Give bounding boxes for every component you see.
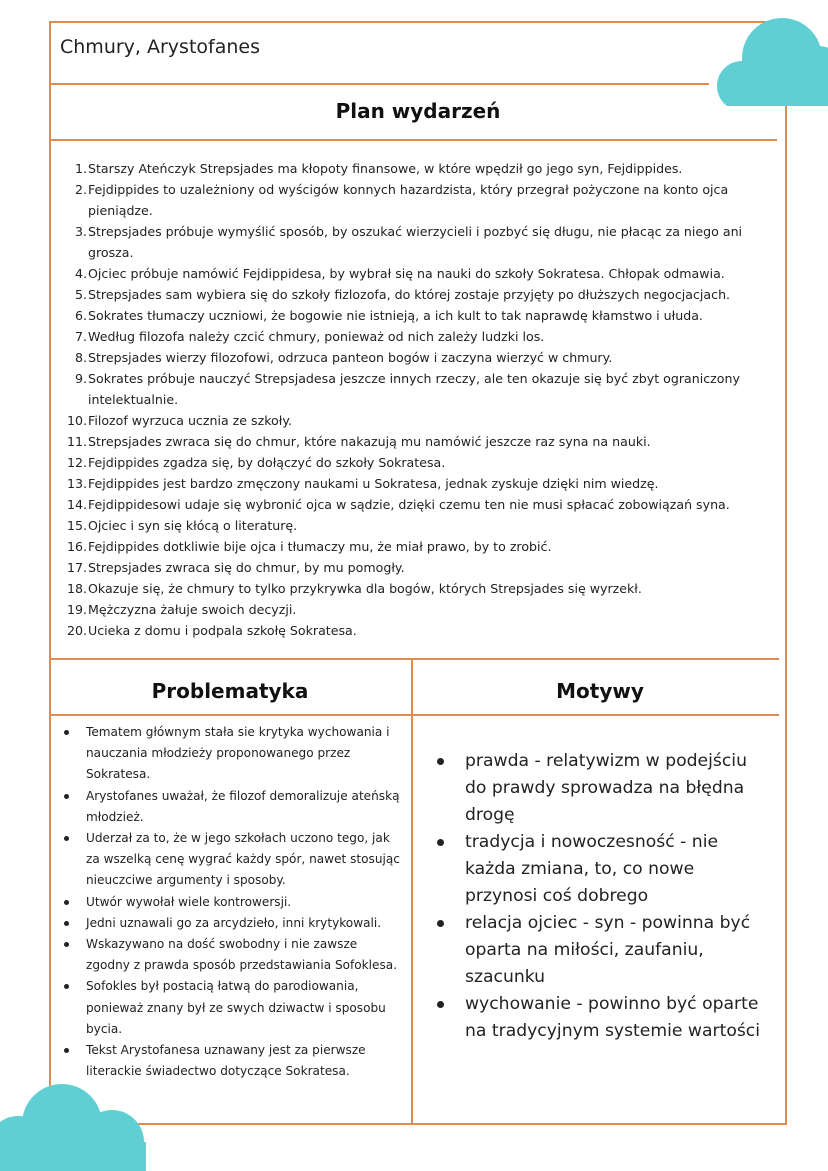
plan-item-text: Sokrates tłumaczy uczniowi, że bogowie nie istnieją, a ich kult to tak naprawdę kłamstwo i ułuda. (88, 308, 703, 323)
plan-item (60, 620, 770, 641)
plan-item (60, 158, 770, 179)
plan-item (60, 347, 770, 368)
plan-item-number: 12. (66, 455, 87, 470)
problematyka-item: Tematem głównym stała sie krytyka wychowania i nauczania młodzieży proponowanego przez Sokratesa. (62, 722, 402, 786)
plan-item-text: Starszy Ateńczyk Strepsjades ma kłopoty finansowe, w które wpędził go jego syn, Fejdippides. (88, 161, 683, 176)
plan-item-text: Strepsjades zwraca się do chmur, które nakazują mu namówić jeszcze raz syna na nauki. (88, 434, 651, 449)
plan-item-number: 5. (74, 287, 87, 302)
column-divider (411, 658, 413, 1125)
problematyka-list (62, 722, 402, 1082)
problematyka-item: Sofokles był postacią łatwą do parodiowania, ponieważ znany był ze swych dziwactw i sposobu bycia. (62, 976, 402, 1040)
plan-item-text: Ojciec próbuje namówić Fejdippidesa, by wybrał się na nauki do szkoły Sokratesa. Chłopak odmawia. (88, 266, 725, 281)
plan-item-text: Fejdippides dotkliwie bije ojca i tłumaczy mu, że miał prawo, by to zrobić. (88, 539, 552, 554)
plan-item-text: Fejdippides zgadza się, by dołączyć do szkoły Sokratesa. (88, 455, 446, 470)
plan-item-number: 2. (74, 182, 87, 197)
plan-item (60, 221, 770, 263)
plan-item-number: 16. (66, 539, 87, 554)
plan-item-text: Strepsjades wierzy filozofowi, odrzuca panteon bogów i zaczyna wierzyć w chmury. (88, 350, 613, 365)
motywy-item: relacja ojciec - syn - powinna być oparta na miłości, zaufaniu, szacunku (435, 910, 770, 991)
plan-item-text: Fejdippides to uzależniony od wyścigów konnych hazardzista, który przegrał pożyczone na konto ojca pieniądze. (88, 182, 729, 218)
plan-item-number: 13. (66, 476, 87, 491)
plan-item (60, 179, 770, 221)
motywy-item: prawda - relatywizm w podejściu do prawdy sprowadza na błędna drogę (435, 748, 770, 829)
problematyka-item: Jedni uznawali go za arcydzieło, inni krytykowali. (62, 913, 402, 934)
plan-item (60, 578, 770, 599)
plan-item-number: 18. (66, 581, 87, 596)
divider-under-column-headings (49, 714, 779, 716)
plan-item (60, 452, 770, 473)
plan-item-number: 14. (66, 497, 87, 512)
plan-item-text: Strepsjades próbuje wymyślić sposób, by oszukać wierzycieli i pozbyć się długu, nie płacąc za niego ani grosza. (88, 224, 743, 260)
plan-item-text: Okazuje się, że chmury to tylko przykrywka dla bogów, których Strepsjades się wyrzekł. (88, 581, 642, 596)
plan-item (60, 557, 770, 578)
plan-item-text: Filozof wyrzuca ucznia ze szkoły. (88, 413, 292, 428)
plan-item (60, 263, 770, 284)
divider-above-columns (49, 658, 779, 660)
plan-item (60, 599, 770, 620)
plan-item (60, 494, 770, 515)
divider-under-plan-heading (49, 139, 777, 141)
plan-item-text: Sokrates próbuje nauczyć Strepsjadesa jeszcze innych rzeczy, ale ten okazuje się być zbyt ograniczony intelektualnie. (88, 371, 740, 407)
plan-item-number: 9. (74, 371, 87, 386)
plan-item (60, 536, 770, 557)
plan-item-text: Mężczyzna żałuje swoich decyzji. (88, 602, 297, 617)
plan-item-number: 11. (66, 434, 87, 449)
problematyka-heading: Problematyka (151, 679, 309, 703)
motywy-list (435, 748, 770, 1045)
problematyka-item: Wskazywano na dość swobodny i nie zawsze zgodny z prawda sposób przedstawiania Sofoklesa. (62, 934, 402, 976)
plan-item (60, 368, 770, 410)
plan-item-number: 4. (74, 266, 87, 281)
plan-item-number: 8. (74, 350, 87, 365)
plan-item-number: 3. (74, 224, 87, 239)
plan-list (60, 158, 770, 641)
plan-heading: Plan wydarzeń (335, 99, 501, 123)
plan-item (60, 284, 770, 305)
cloud-bottom-left (0, 1076, 160, 1171)
plan-item-text: Strepsjades zwraca się do chmur, by mu pomogły. (88, 560, 405, 575)
plan-item (60, 305, 770, 326)
plan-item (60, 326, 770, 347)
plan-item-text: Według filozofa należy czcić chmury, ponieważ od nich zależy ludzki los. (88, 329, 545, 344)
divider-under-title (49, 83, 709, 85)
plan-item-text: Ucieka z domu i podpala szkołę Sokratesa. (88, 623, 357, 638)
plan-item-text: Fejdippidesowi udaje się wybronić ojca w sądzie, dzięki czemu ten nie musi spłacać zobowiązań syna. (88, 497, 730, 512)
plan-item (60, 473, 770, 494)
problematyka-item: Utwór wywołał wiele kontrowersji. (62, 892, 402, 913)
plan-item-number: 20. (66, 623, 87, 638)
plan-item-number: 17. (66, 560, 87, 575)
plan-item-number: 10. (66, 413, 87, 428)
problematyka-item: Uderzał za to, że w jego szkołach uczono tego, jak za wszelką cenę wygrać każdy spór, nawet stosując nieuczciwe argumenty i sposoby. (62, 828, 402, 892)
plan-item-number: 19. (66, 602, 87, 617)
plan-item (60, 431, 770, 452)
plan-item-text: Strepsjades sam wybiera się do szkoły fizlozofa, do której zostaje przyjęty po dłuższych negocjacjach. (88, 287, 731, 302)
plan-item-number: 15. (66, 518, 87, 533)
problematyka-item: Arystofanes uważał, że filozof demoralizuje ateńską młodzież. (62, 786, 402, 828)
motywy-item: tradycja i nowoczesność - nie każda zmiana, to, co nowe przynosi coś dobrego (435, 829, 770, 910)
plan-item-number: 7. (74, 329, 87, 344)
plan-item (60, 410, 770, 431)
plan-item-number: 6. (74, 308, 87, 323)
plan-item-number: 1. (74, 161, 87, 176)
document-title: Chmury, Arystofanes (60, 36, 260, 58)
cloud-top-right (700, 14, 828, 106)
plan-item-text: Fejdippides jest bardzo zmęczony naukami u Sokratesa, jednak zyskuje dzięki nim wiedzę. (88, 476, 659, 491)
plan-item (60, 515, 770, 536)
motywy-item: wychowanie - powinno być oparte na tradycyjnym systemie wartości (435, 991, 770, 1045)
plan-item-text: Ojciec i syn się kłócą o literaturę. (88, 518, 298, 533)
problematyka-item: Tekst Arystofanesa uznawany jest za pierwsze literackie świadectwo dotyczące Sokratesa. (62, 1040, 402, 1082)
motywy-heading: Motywy (556, 679, 644, 703)
